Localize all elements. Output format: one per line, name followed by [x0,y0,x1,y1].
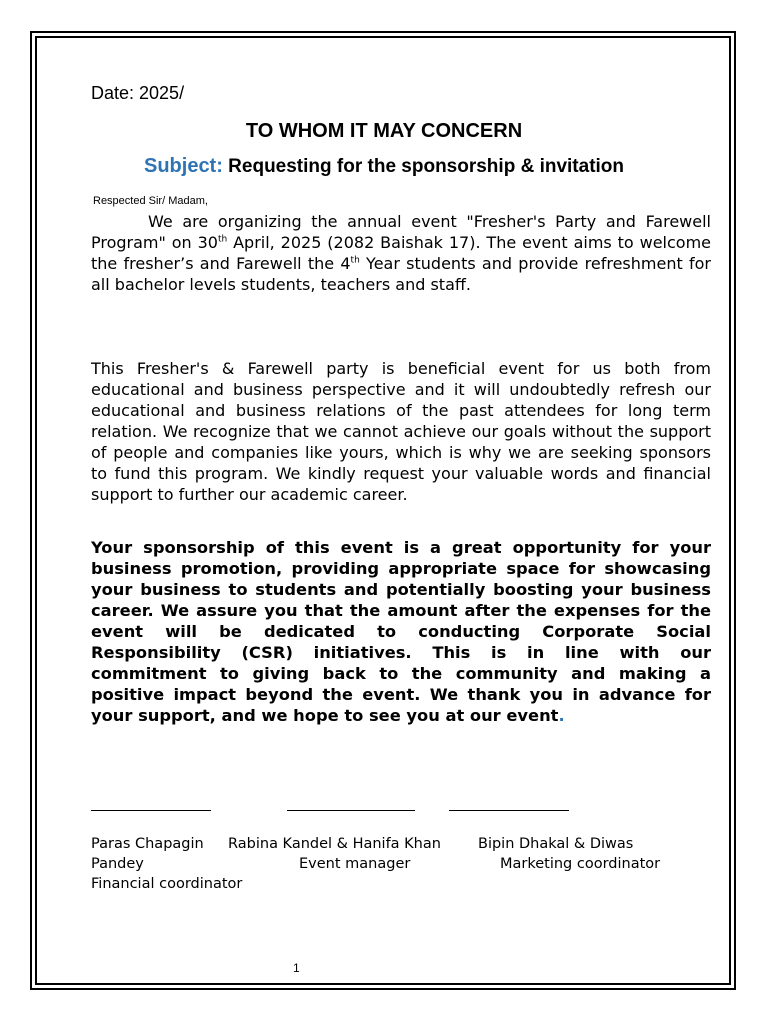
p3-text: Your sponsorship of this event is a great opportunity for your business promotion, providing appropriate space for showcasing your business to students and potentially boosting your business career. We assure you that the amount after the expenses for the event will be dedicated to conducting Corporate Social Responsibility (CSR) initiatives. This is in line with our commitment to giving back to the community and making a positive impact beyond the event. We thank you in advance for your support, and we hope to see you at our event [91,538,711,725]
paragraph-1 [91,211,711,295]
salutation: Respected Sir/ Madam, [93,195,208,207]
signature-line-2 [287,810,415,812]
p1-part-c: Year students and provide refreshment for all bachelor levels students, teachers and staff. [91,254,711,294]
p1-part-b: April, 2025 (2082 Baishak 17). The event aims to welcome the fresher’s and Farewell the 4 [91,233,712,273]
paragraph-3 [91,537,711,726]
subject-label: Subject: [143,155,223,177]
page-number: 1 [293,961,300,975]
letter-date: Date: 2025/ [91,83,185,103]
signer-role-2: Event manager [299,856,411,872]
paragraph-2: This Fresher's & Farewell party is beneficial event for us both from educational and business perspective and it will undoubtedly refresh our educational and business relations of the past attendees for long term relation. We recognize that we cannot achieve our goals without the support of people and companies like yours, which is why we are seeking sponsors to fund this program. We kindly request your valuable words and financial support to further our academic career. [91,359,711,504]
signer-name-1: Paras Chapagin [91,836,204,852]
signer-name-1-cont: Pandey [91,856,144,872]
p1-part-a: We are organizing the annual event "Fresher's Party and Farewell Program" on 30 [91,212,711,252]
signer-name-3: Bipin Dhakal & Diwas [478,836,634,852]
letter-heading: TO WHOM IT MAY CONCERN [245,120,523,142]
signer-name-2: Rabina Kandel & Hanifa Khan [228,836,441,852]
letter-subject [0,155,768,178]
p3-end-dot: . [558,706,565,725]
p1-sup-2: th [350,255,360,266]
signature-line-1 [91,810,211,812]
subject-text: Requesting for the sponsorship & invitation [222,156,625,177]
p1-sup-1: th [217,234,228,245]
signature-line-3 [449,810,569,812]
signer-role-1: Financial coordinator [91,876,243,892]
signer-role-3: Marketing coordinator [500,856,661,872]
